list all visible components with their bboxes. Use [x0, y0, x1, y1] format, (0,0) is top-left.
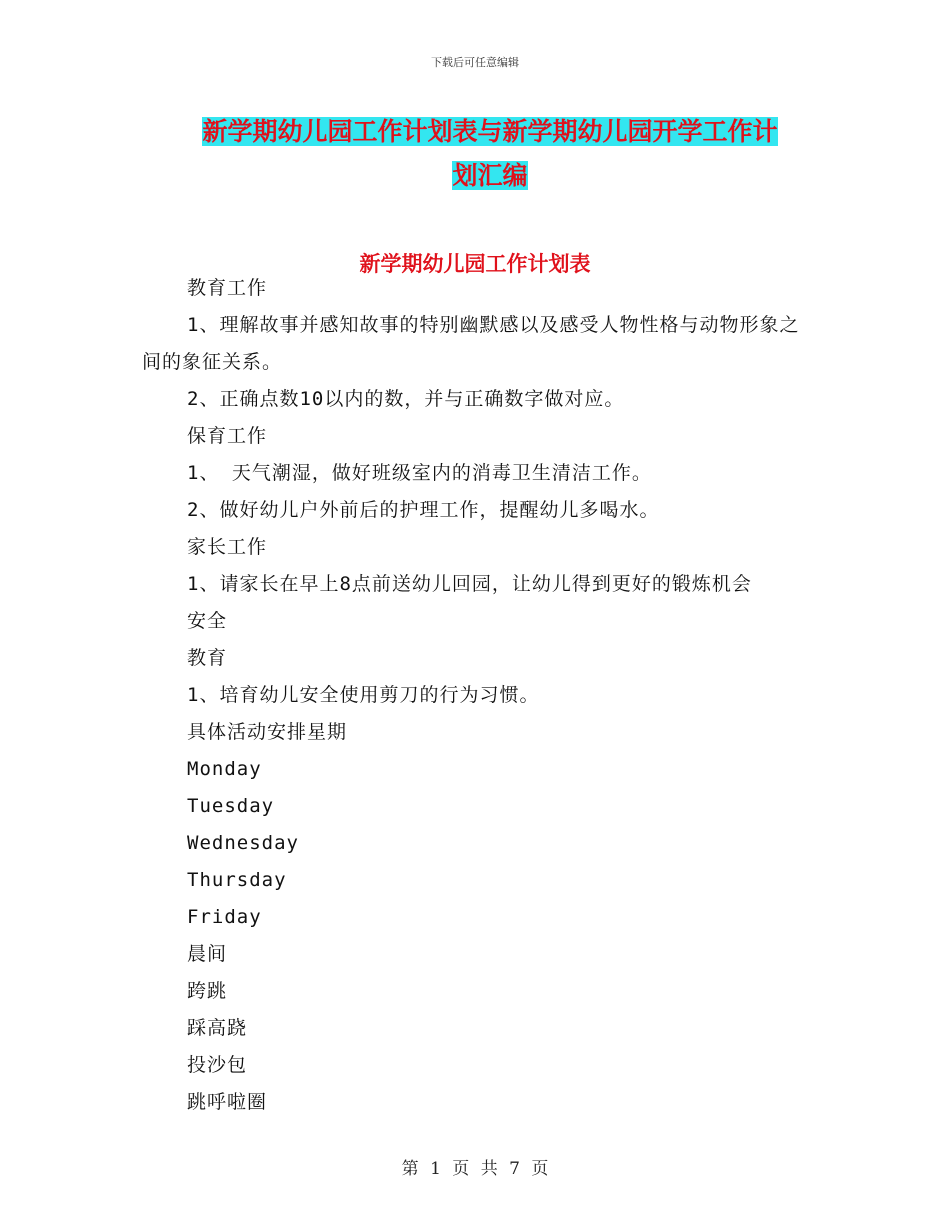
paragraph: 2、正确点数10以内的数，并与正确数字做对应。: [187, 388, 625, 410]
document-body: [142, 270, 812, 1121]
paragraph: 具体活动安排星期: [187, 721, 348, 743]
document-title-line-2: 划汇编: [452, 161, 528, 190]
page-footer: 第 1 页 共 7 页: [401, 1159, 549, 1179]
paragraph: 家长工作: [187, 536, 268, 558]
paragraph: Wednesday: [187, 832, 299, 854]
paragraph: 1、培育幼儿安全使用剪刀的行为习惯。: [187, 684, 540, 706]
document-title: [140, 110, 840, 198]
paragraph: 保育工作: [187, 425, 268, 447]
paragraph: 教育工作: [187, 277, 268, 299]
document-title-line-1: 新学期幼儿园工作计划表与新学期幼儿园开学工作计: [202, 117, 778, 146]
paragraph: 跨跳: [187, 980, 228, 1002]
paragraph: 晨间: [187, 943, 228, 965]
paragraph: 投沙包: [187, 1054, 248, 1076]
paragraph: 安全: [187, 610, 228, 632]
paragraph: 跳呼啦圈: [187, 1091, 268, 1113]
section-title: 新学期幼儿园工作计划表: [359, 252, 591, 276]
paragraph: 1、请家长在早上8点前送幼儿回园，让幼儿得到更好的锻炼机会: [187, 573, 752, 595]
paragraph: Friday: [187, 906, 262, 928]
paragraph: 1、理解故事并感知故事的特别幽默感以及感受人物性格与动物形象之间的象征关系。: [142, 314, 800, 373]
paragraph: 踩高跷: [187, 1017, 248, 1039]
paragraph: 1、 天气潮湿，做好班级室内的消毒卫生清洁工作。: [187, 462, 652, 484]
paragraph: Monday: [187, 758, 262, 780]
paragraph: 教育: [187, 647, 228, 669]
paragraph: 2、做好幼儿户外前后的护理工作，提醒幼儿多喝水。: [187, 499, 660, 521]
header-note: 下载后可任意编辑: [431, 56, 519, 69]
paragraph: Thursday: [187, 869, 287, 891]
paragraph: Tuesday: [187, 795, 275, 817]
